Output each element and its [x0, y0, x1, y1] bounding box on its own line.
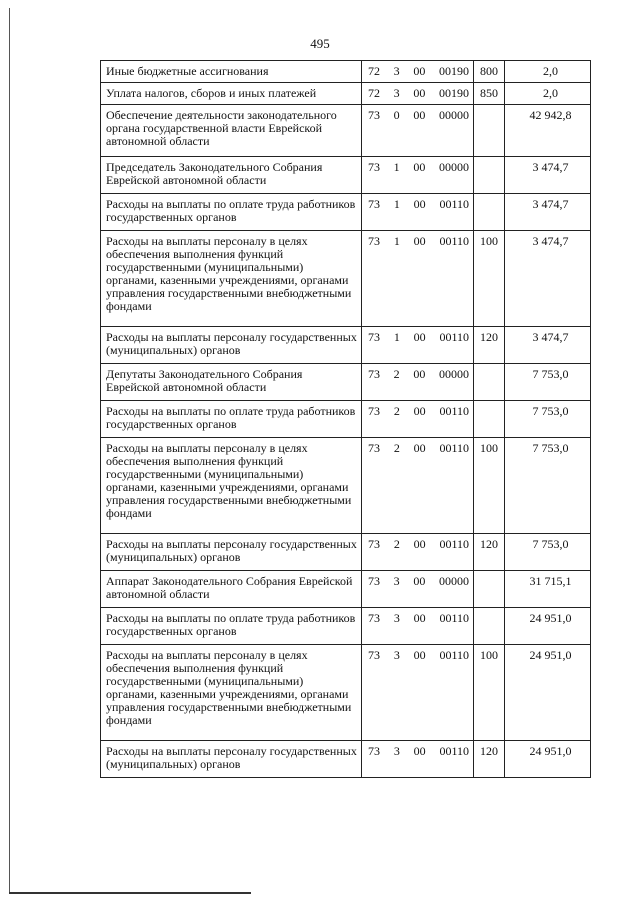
row-codes: [362, 649, 473, 662]
row-code-section: 3: [393, 86, 400, 100]
row-codes-cell: [362, 105, 474, 157]
row-code-gr: 73: [368, 197, 380, 211]
budget-table: [100, 60, 591, 778]
row-code-program: 00: [413, 64, 426, 78]
row-code-program: 00: [413, 234, 426, 248]
row-amount: 31 715,1: [505, 571, 591, 608]
row-code-item: 00110: [439, 611, 469, 625]
table-row: [101, 571, 591, 608]
row-code-section: 2: [393, 404, 400, 418]
row-name: Иные бюджетные ассигнования: [101, 61, 362, 83]
row-codes: [362, 538, 473, 551]
row-name: Расходы на выплаты персоналу государственных (муниципальных) органов: [101, 327, 362, 364]
row-expense-type: 800: [474, 61, 505, 83]
row-name: Расходы на выплаты по оплате труда работников государственных органов: [101, 194, 362, 231]
row-code-section: 0: [393, 108, 400, 122]
row-code-section: 1: [393, 234, 400, 248]
row-code-item: 00190: [438, 64, 469, 78]
row-code-section: 3: [393, 574, 400, 588]
row-code-program: 00: [413, 648, 426, 662]
row-amount: 24 951,0: [505, 645, 591, 741]
row-name: Аппарат Законодательного Собрания Еврейской автономной области: [101, 571, 362, 608]
row-amount: 2,0: [505, 61, 591, 83]
table-row: [101, 401, 591, 438]
row-name: Расходы на выплаты по оплате труда работников государственных органов: [101, 608, 362, 645]
row-codes: [362, 235, 473, 248]
row-code-program: 00: [413, 744, 426, 758]
row-codes: [362, 405, 473, 418]
table-row: [101, 645, 591, 741]
row-code-program: 00: [413, 441, 426, 455]
row-code-gr: 73: [368, 611, 380, 625]
row-expense-type: 120: [474, 327, 505, 364]
row-code-item: 00190: [438, 86, 469, 100]
row-code-gr: 73: [368, 160, 380, 174]
row-code-item: 00110: [439, 744, 469, 758]
row-name: Расходы на выплаты персоналу в целях обеспечения выполнения функций государственными (муниципальными) органами, казенными учреждениями, органами управления государственными внебюджетными фондами: [101, 438, 362, 534]
row-code-gr: 73: [368, 330, 380, 344]
row-name: Уплата налогов, сборов и иных платежей: [101, 83, 362, 105]
row-code-gr: 73: [368, 744, 380, 758]
row-code-section: 3: [393, 648, 400, 662]
row-code-gr: 73: [368, 441, 380, 455]
row-name: Обеспечение деятельности законодательного органа государственной власти Еврейской автономной области: [101, 105, 362, 157]
row-codes-cell: [362, 61, 474, 83]
row-name: Расходы на выплаты персоналу в целях обеспечения выполнения функций государственными (муниципальными) органами, казенными учреждениями, органами управления государственными внебюджетными фондами: [101, 645, 362, 741]
row-amount: 7 753,0: [505, 438, 591, 534]
row-expense-type: 120: [474, 534, 505, 571]
row-expense-type: 850: [474, 83, 505, 105]
row-name: Председатель Законодательного Собрания Еврейской автономной области: [101, 157, 362, 194]
row-code-gr: 72: [368, 64, 380, 78]
row-codes: [362, 442, 473, 455]
scan-left-edge-line: [9, 8, 10, 894]
row-codes: [362, 87, 473, 100]
row-code-item: 00000: [438, 108, 469, 122]
row-code-gr: 73: [368, 108, 380, 122]
row-code-item: 00110: [439, 234, 469, 248]
row-codes-cell: [362, 401, 474, 438]
row-code-gr: 73: [368, 234, 380, 248]
row-code-item: 00000: [438, 367, 469, 381]
row-code-item: 00000: [438, 160, 469, 174]
row-code-gr: 73: [368, 404, 380, 418]
row-code-item: 00110: [439, 330, 469, 344]
row-code-gr: 73: [368, 648, 380, 662]
table-row: [101, 231, 591, 327]
row-code-program: 00: [413, 330, 426, 344]
row-code-item: 00110: [439, 404, 469, 418]
row-code-section: 2: [393, 441, 400, 455]
row-amount: 24 951,0: [505, 741, 591, 778]
row-code-section: 3: [393, 611, 400, 625]
row-expense-type: [474, 194, 505, 231]
row-expense-type: 100: [474, 231, 505, 327]
row-code-gr: 73: [368, 367, 380, 381]
row-name: Расходы на выплаты по оплате труда работников государственных органов: [101, 401, 362, 438]
row-expense-type: [474, 571, 505, 608]
table-row: [101, 438, 591, 534]
row-code-section: 2: [393, 537, 400, 551]
footnote-rule: [9, 892, 251, 894]
row-code-program: 00: [413, 197, 426, 211]
table-row: [101, 194, 591, 231]
budget-table-body: [101, 61, 591, 778]
row-code-program: 00: [413, 404, 426, 418]
row-codes: [362, 745, 473, 758]
row-code-program: 00: [413, 611, 426, 625]
row-codes-cell: [362, 438, 474, 534]
row-code-program: 00: [413, 160, 426, 174]
row-code-item: 00110: [439, 648, 469, 662]
table-row: [101, 608, 591, 645]
row-expense-type: [474, 105, 505, 157]
row-code-section: 2: [393, 367, 400, 381]
row-code-item: 00110: [439, 197, 469, 211]
row-amount: 2,0: [505, 83, 591, 105]
row-code-program: 00: [413, 574, 426, 588]
row-expense-type: [474, 364, 505, 401]
page-number: 495: [310, 36, 330, 51]
row-codes: [362, 109, 473, 122]
row-code-section: 1: [393, 197, 400, 211]
row-code-item: 00110: [439, 441, 469, 455]
table-row: [101, 741, 591, 778]
row-expense-type: [474, 608, 505, 645]
row-code-section: 3: [393, 64, 400, 78]
row-codes: [362, 198, 473, 211]
row-codes-cell: [362, 327, 474, 364]
row-code-section: 3: [393, 744, 400, 758]
row-name: Расходы на выплаты персоналу государственных (муниципальных) органов: [101, 741, 362, 778]
row-codes-cell: [362, 194, 474, 231]
row-code-gr: 73: [368, 537, 380, 551]
row-codes: [362, 65, 473, 78]
table-row: [101, 61, 591, 83]
row-amount: 3 474,7: [505, 231, 591, 327]
row-amount: 42 942,8: [505, 105, 591, 157]
row-expense-type: 120: [474, 741, 505, 778]
row-amount: 24 951,0: [505, 608, 591, 645]
table-row: [101, 105, 591, 157]
row-code-gr: 72: [368, 86, 380, 100]
table-row: [101, 327, 591, 364]
table-row: [101, 364, 591, 401]
row-name: Расходы на выплаты персоналу государственных (муниципальных) органов: [101, 534, 362, 571]
row-code-section: 1: [393, 160, 400, 174]
row-codes: [362, 575, 473, 588]
row-codes: [362, 612, 473, 625]
row-code-program: 00: [413, 367, 426, 381]
row-codes: [362, 368, 473, 381]
row-code-section: 1: [393, 330, 400, 344]
table-row: [101, 534, 591, 571]
row-amount: 7 753,0: [505, 401, 591, 438]
row-codes-cell: [362, 645, 474, 741]
row-expense-type: 100: [474, 438, 505, 534]
row-expense-type: [474, 401, 505, 438]
row-code-gr: 73: [368, 574, 380, 588]
row-code-program: 00: [413, 86, 426, 100]
row-amount: 3 474,7: [505, 194, 591, 231]
table-row: [101, 157, 591, 194]
row-amount: 3 474,7: [505, 157, 591, 194]
row-code-item: 00110: [439, 537, 469, 551]
row-expense-type: [474, 157, 505, 194]
row-codes: [362, 331, 473, 344]
row-name: Депутаты Законодательного Собрания Еврейской автономной области: [101, 364, 362, 401]
row-code-program: 00: [413, 537, 426, 551]
table-row: [101, 83, 591, 105]
row-code-program: 00: [413, 108, 426, 122]
row-codes-cell: [362, 83, 474, 105]
row-amount: 3 474,7: [505, 327, 591, 364]
row-codes-cell: [362, 571, 474, 608]
row-codes-cell: [362, 364, 474, 401]
row-codes-cell: [362, 608, 474, 645]
row-amount: 7 753,0: [505, 534, 591, 571]
row-codes-cell: [362, 741, 474, 778]
row-codes-cell: [362, 534, 474, 571]
row-codes: [362, 161, 473, 174]
row-name: Расходы на выплаты персоналу в целях обеспечения выполнения функций государственными (муниципальными) органами, казенными учреждениями, органами управления государственными внебюджетными фондами: [101, 231, 362, 327]
row-amount: 7 753,0: [505, 364, 591, 401]
row-codes-cell: [362, 157, 474, 194]
row-code-item: 00000: [438, 574, 469, 588]
row-expense-type: 100: [474, 645, 505, 741]
row-codes-cell: [362, 231, 474, 327]
